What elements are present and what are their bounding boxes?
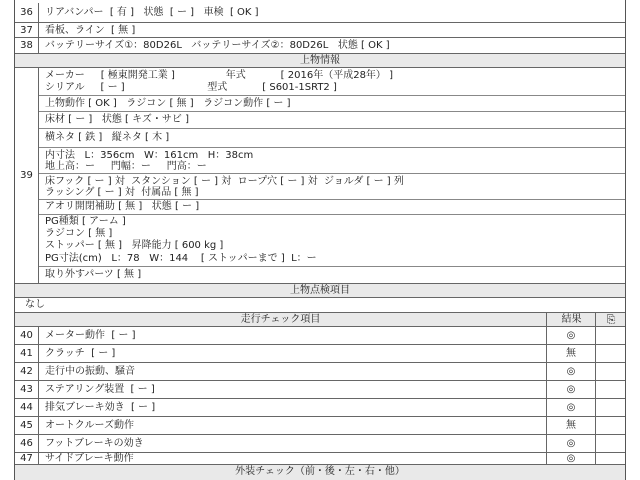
check-item: クラッチ [ ー ] bbox=[45, 348, 116, 359]
dimension-block bbox=[39, 148, 625, 174]
running-check-header: 走行チェック項目 bbox=[240, 314, 321, 325]
body-operation-block bbox=[39, 96, 625, 112]
pg-dimension-line: PG寸法(cm) L：78 W：144 [ ストッパーまで ] L：ー bbox=[45, 253, 317, 264]
mark-cell bbox=[595, 363, 625, 380]
check-result: 無 bbox=[546, 417, 595, 434]
mark-cell bbox=[595, 435, 625, 452]
row-36 bbox=[15, 3, 625, 23]
row-number: 44 bbox=[15, 399, 39, 416]
tailgate-assist-line: アオリ開閉補助 [ 無 ] 状態 [ ー ] bbox=[45, 201, 200, 212]
inspection-sheet bbox=[14, 0, 626, 480]
row-number: 41 bbox=[15, 345, 39, 362]
hook-block bbox=[39, 174, 625, 200]
pg-type-line: PG種類 [ アーム ] bbox=[45, 216, 126, 227]
check-result: ◎ bbox=[546, 453, 595, 464]
copy-icon: ⎘ bbox=[595, 313, 626, 327]
row-38 bbox=[15, 38, 625, 54]
check-result: ◎ bbox=[546, 399, 595, 416]
lashing-line: ラッシング [ ー ] 対 付属品 [ 無 ] bbox=[45, 187, 199, 198]
check-item: オートクルーズ動作 bbox=[45, 420, 134, 431]
check-row-45 bbox=[15, 417, 625, 435]
check-result: ◎ bbox=[546, 435, 595, 452]
check-note: なし bbox=[25, 299, 45, 310]
check-item: サイドブレーキ動作 bbox=[45, 453, 134, 464]
check-row-47 bbox=[15, 453, 625, 465]
row-text: バッテリーサイズ①：80D26L バッテリーサイズ②：80D26L 状態 [ OK ] bbox=[45, 40, 390, 51]
row-37 bbox=[15, 23, 625, 38]
check-row-44 bbox=[15, 399, 625, 417]
check-row-42 bbox=[15, 363, 625, 381]
section-header-exterior: 外装チェック（前・後・左・右・他） bbox=[15, 465, 625, 480]
tailgate-assist-block bbox=[39, 200, 625, 215]
mark-cell bbox=[595, 417, 625, 434]
row-number: 47 bbox=[15, 453, 39, 464]
check-item: メーター動作 [ ー ] bbox=[45, 330, 136, 341]
mark-cell bbox=[595, 399, 625, 416]
beam-block bbox=[39, 129, 625, 148]
removable-parts-block bbox=[39, 267, 625, 284]
row-number: 39 bbox=[15, 68, 39, 283]
check-row-43 bbox=[15, 381, 625, 399]
row-number: 38 bbox=[15, 38, 39, 53]
pg-stopper-line: ストッパー [ 無 ] 昇降能力 [ 600 kg ] bbox=[45, 240, 224, 251]
check-result: 無 bbox=[546, 345, 595, 362]
beam-line: 横ネタ [ 鉄 ] 縦ネタ [ 木 ] bbox=[45, 132, 170, 143]
check-row-40 bbox=[15, 327, 625, 345]
check-item: ステアリング装置 [ ー ] bbox=[45, 384, 155, 395]
row-number: 42 bbox=[15, 363, 39, 380]
check-item: 排気ブレーキ効き [ ー ] bbox=[45, 402, 156, 413]
check-item: 走行中の振動、騒音 bbox=[45, 366, 135, 377]
maker-block bbox=[39, 68, 625, 96]
check-row-46 bbox=[15, 435, 625, 453]
row-number: 45 bbox=[15, 417, 39, 434]
row-text: 看板、ライン [ 無 ] bbox=[45, 25, 136, 36]
mark-cell bbox=[595, 327, 625, 344]
mark-cell bbox=[595, 381, 625, 398]
row-number: 43 bbox=[15, 381, 39, 398]
row-number: 40 bbox=[15, 327, 39, 344]
row-number: 46 bbox=[15, 435, 39, 452]
row-text: リアバンパー [ 有 ] 状態 [ ー ] 車検 [ OK ] bbox=[45, 7, 259, 18]
mark-cell bbox=[595, 453, 625, 464]
check-item: フットブレーキの効き bbox=[45, 438, 144, 449]
row-number: 36 bbox=[15, 3, 39, 22]
mark-cell bbox=[595, 345, 625, 362]
running-check-header-row bbox=[15, 313, 625, 327]
row-number: 37 bbox=[15, 23, 39, 37]
row-39 bbox=[15, 68, 625, 284]
floor-line: 床材 [ ー ] 状態 [ キズ・サビ ] bbox=[45, 114, 190, 125]
hook-line: 床フック [ ー ] 対 スタンション [ ー ] 対 ロープ穴 [ ー ] 対 ジョルダ [ ー ] 列 bbox=[45, 176, 404, 187]
check-result: ◎ bbox=[546, 381, 595, 398]
power-gate-block bbox=[39, 215, 625, 267]
floor-block bbox=[39, 112, 625, 129]
maker-line: メーカー [ 極東開発工業 ] 年式 [ 2016年（平成28年） ] bbox=[45, 70, 394, 81]
check-result: ◎ bbox=[546, 363, 595, 380]
ground-height-line: 地上高：ー 門幅：ー 門高：ー bbox=[45, 161, 207, 172]
serial-line: シリアル [ ー ] 型式 [ S601-1SRT2 ] bbox=[45, 82, 337, 93]
result-header: 結果 bbox=[546, 313, 596, 327]
check-row-41 bbox=[15, 345, 625, 363]
check-note-row bbox=[15, 298, 625, 313]
pg-remote-line: ラジコン [ 無 ] bbox=[45, 228, 113, 239]
section-header-body-info: 上物情報 bbox=[15, 54, 625, 68]
section-header-body-check: 上物点検項目 bbox=[15, 284, 625, 298]
inner-dimension-line: 内寸法 L：356cm W：161cm H：38cm bbox=[45, 150, 254, 161]
body-operation-line: 上物動作 [ OK ] ラジコン [ 無 ] ラジコン動作 [ ー ] bbox=[45, 98, 291, 109]
removable-parts-line: 取り外すパーツ [ 無 ] bbox=[45, 269, 142, 280]
check-result: ◎ bbox=[546, 327, 595, 344]
